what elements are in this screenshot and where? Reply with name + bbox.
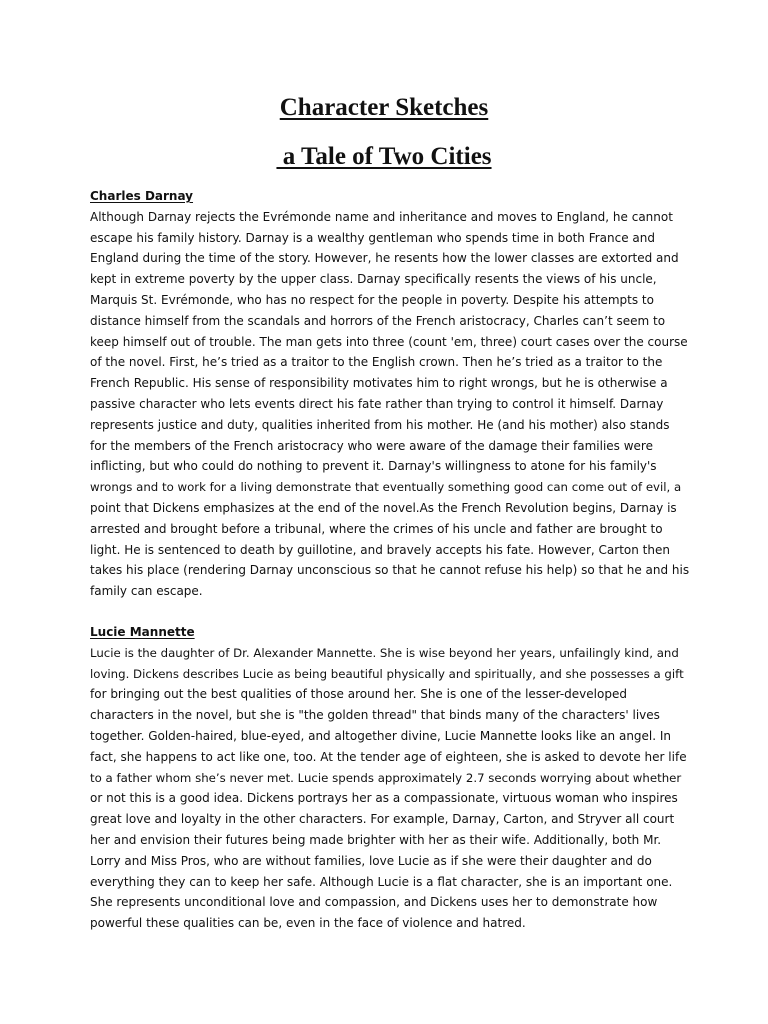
paragraph-line: of the novel. First, he’s tried as a traitor to the English crown. Then he’s tried as a traitor to the: [90, 355, 663, 370]
paragraph-line: loving. Dickens describes Lucie as being beautiful physically and spiritually, and she possesses a gift: [90, 666, 684, 681]
paragraph-line: for the members of the French aristocracy who were aware of the damage their families were: [90, 438, 653, 453]
paragraph-line: French Republic. His sense of responsibility motivates him to right wrongs, but he is otherwise a: [90, 376, 668, 391]
paragraph-line: to a father whom she’s never met. Lucie spends approximately 2.7 seconds worrying about whether: [90, 770, 682, 785]
paragraph-line: arrested and brought before a tribunal, where the crimes of his uncle and father are brought to: [90, 521, 663, 536]
paragraph-line: keep himself out of trouble. The man gets into three (count 'em, three) court cases over the course: [90, 334, 688, 349]
paragraph-line: England during the time of the story. However, he resents how the lower classes are extorted and: [90, 251, 679, 266]
paragraph-line: characters in the novel, but she is "the golden thread" that binds many of the characters' lives: [90, 708, 660, 723]
paragraph-line: inflicting, but who could do nothing to prevent it. Darnay's willingness to atone for his family's: [90, 459, 657, 474]
paragraph-line: point that Dickens emphasizes at the end of the novel.As the French Revolution begins, Darnay is: [90, 500, 677, 515]
paragraph-line: powerful these qualities can be, even in the face of violence and hatred.: [90, 916, 526, 931]
paragraph-line: or not this is a good idea. Dickens portrays her as a compassionate, virtuous woman who inspires: [90, 791, 678, 806]
paragraph-line: great love and loyalty in the other characters. For example, Darnay, Carton, and Stryver all court: [90, 812, 675, 827]
document-subtitle: a Tale of Two Cities: [276, 143, 492, 170]
paragraph-line: escape his family history. Darnay is a wealthy gentleman who spends time in both France and: [90, 230, 655, 245]
paragraph-line: for bringing out the best qualities of those around her. She is one of the lesser-developed: [90, 687, 627, 702]
paragraph-line: family can escape.: [90, 584, 203, 599]
document-title: Character Sketches: [279, 94, 489, 121]
paragraph-line: Lucie is the daughter of Dr. Alexander Mannette. She is wise beyond her years, unfailingly kind, and: [90, 645, 679, 660]
paragraph-line: represents justice and duty, qualities inherited from his mother. He (and his mother) also stands: [90, 417, 670, 432]
section-body: [90, 643, 690, 934]
paragraph-line: fact, she happens to act like one, too. At the tender age of eighteen, she is asked to devote her life: [90, 749, 687, 764]
paragraph-line: light. He is sentenced to death by guillotine, and bravely accepts his fate. However, Carton then: [90, 542, 670, 557]
paragraph-line: everything they can to keep her safe. Although Lucie is a flat character, she is an important one.: [90, 874, 673, 889]
section-heading: Charles Darnay: [90, 189, 194, 203]
paragraph-line: wrongs and to work for a living demonstrate that eventually something good can come out of evil, a: [90, 480, 682, 495]
section-heading: Lucie Mannette: [90, 625, 195, 639]
paragraph-line: kept in extreme poverty by the upper class. Darnay specifically resents the views of his uncle,: [90, 272, 657, 287]
paragraph-line: Lorry and Miss Pros, who are without families, love Lucie as if she were their daughter and do: [90, 853, 652, 868]
paragraph-line: Marquis St. Evrémonde, who has no respect for the people in poverty. Despite his attempts to: [90, 292, 654, 307]
paragraph-line: takes his place (rendering Darnay unconscious so that he cannot refuse his help) so that he and his: [90, 563, 690, 578]
paragraph-line: distance himself from the scandals and horrors of the French aristocracy, Charles can’t seem to: [90, 313, 666, 328]
paragraph-line: together. Golden-haired, blue-eyed, and altogether divine, Lucie Mannette looks like an angel. In: [90, 728, 672, 743]
section-charles-darnay: [90, 186, 690, 602]
section-lucie-mannette: [90, 622, 690, 934]
paragraph-line: She represents unconditional love and compassion, and Dickens uses her to demonstrate how: [90, 895, 658, 910]
paragraph-line: passive character who lets events direct his fate rather than trying to control it himself. Darnay: [90, 396, 664, 411]
paragraph-line: her and envision their futures being made brighter with her as their wife. Additionally, both Mr.: [90, 832, 662, 847]
paragraph-line: Although Darnay rejects the Evrémonde name and inheritance and moves to England, he cannot: [90, 209, 673, 224]
section-body: [90, 207, 690, 602]
